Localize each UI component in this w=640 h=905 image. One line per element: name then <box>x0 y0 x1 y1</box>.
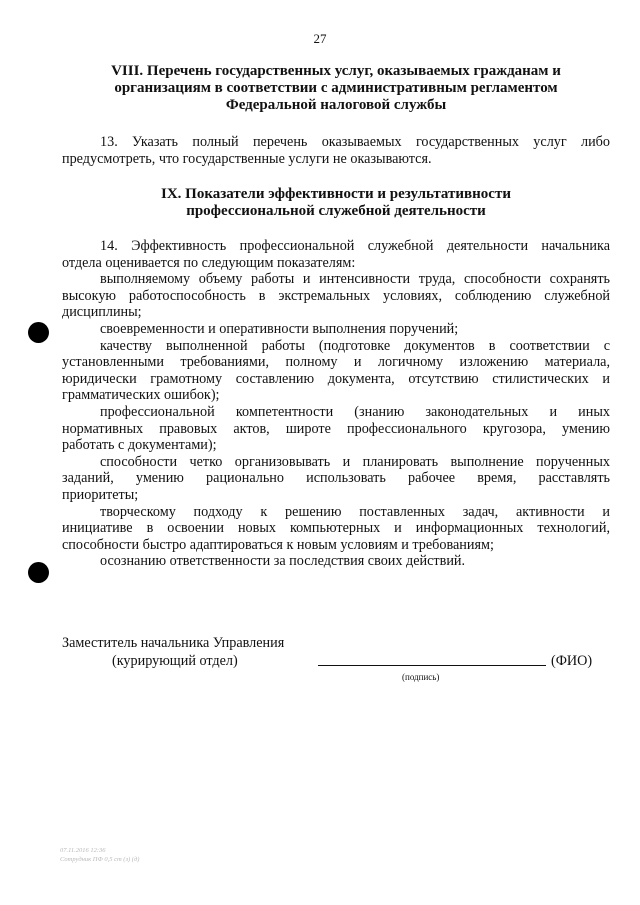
criteria-line: работать с документами); <box>62 437 217 454</box>
criteria-line: приоритеты; <box>62 486 139 503</box>
criteria-line: установленными требованиями, полному и логичному изложению материала, <box>62 354 610 371</box>
criteria-line: способности быстро адаптироваться к новым условиям и требованиям; <box>62 536 494 553</box>
footer-note <box>60 846 139 864</box>
footer-line: Сотрудник ПФ 0,5 ст (з) (д) <box>60 856 140 863</box>
criteria-line: грамматических ошибок); <box>62 387 220 404</box>
section-9-title <box>60 186 612 220</box>
criteria-line: качеству выполненной работы (подготовке документов в соответствии с <box>100 337 610 354</box>
signature-block <box>62 635 612 685</box>
section-8-title-line: VIII. Перечень государственных услуг, оказываемых гражданам и <box>111 63 561 79</box>
paragraph-line: 14. Эффективность профессиональной служебной деятельности начальника <box>100 238 610 254</box>
signatory-title: Заместитель начальника Управления <box>62 635 285 651</box>
criteria-line: творческому подходу к решению поставленных задач, активности и <box>100 503 610 520</box>
signature-caption: (подпись) <box>402 672 440 682</box>
paragraph-14 <box>62 238 610 570</box>
paragraph-line: 13. Указать полный перечень оказываемых государственных услуг либо <box>100 134 610 150</box>
punch-hole-mark <box>28 322 49 343</box>
signature-line <box>318 665 546 666</box>
criteria-line: юридически грамотному составлению документа, отсутствию стилистических и <box>62 370 610 387</box>
section-9-title-line: IX. Показатели эффективности и результативности <box>161 186 511 202</box>
paragraph-13 <box>62 134 610 167</box>
page-number: 27 <box>313 31 327 46</box>
footer-line: 07.11.2016 12:36 <box>60 847 106 854</box>
criteria-line: выполняемому объему работы и интенсивности труда, способности сохранять <box>100 271 610 288</box>
criteria-line: высокую работоспособность в экстремальных условиях, соблюдению служебной <box>62 287 610 304</box>
criteria-line: нормативных правовых актов, широте профессионального кругозора, умению <box>62 420 610 437</box>
section-8-title-line: организациям в соответствии с административным регламентом <box>114 80 558 96</box>
criteria-line: дисциплины; <box>62 304 142 321</box>
punch-hole-mark <box>28 562 49 583</box>
criteria-line: своевременности и оперативности выполнения поручений; <box>100 320 459 337</box>
section-9-title-line: профессиональной служебной деятельности <box>186 203 486 219</box>
criteria-line: способности четко организовывать и планировать выполнение порученных <box>100 453 610 470</box>
name-placeholder: (ФИО) <box>551 653 593 669</box>
signatory-department: (курирующий отдел) <box>112 653 238 669</box>
section-8-title-line: Федеральной налоговой службы <box>225 97 447 113</box>
section-8-title <box>60 63 612 114</box>
paragraph-line: предусмотреть, что государственные услуги не оказываются. <box>62 150 432 167</box>
paragraph-line: отдела оценивается по следующим показателям: <box>62 254 356 271</box>
criteria-line: заданий, умению рационально использовать рабочее время, расставлять <box>62 470 610 487</box>
criteria-line: осознанию ответственности за последствия своих действий. <box>100 553 466 570</box>
criteria-line: инициативе в освоении новых компьютерных и информационных технологий, <box>62 520 610 537</box>
criteria-line: профессиональной компетентности (знанию законодательных и иных <box>100 403 610 420</box>
